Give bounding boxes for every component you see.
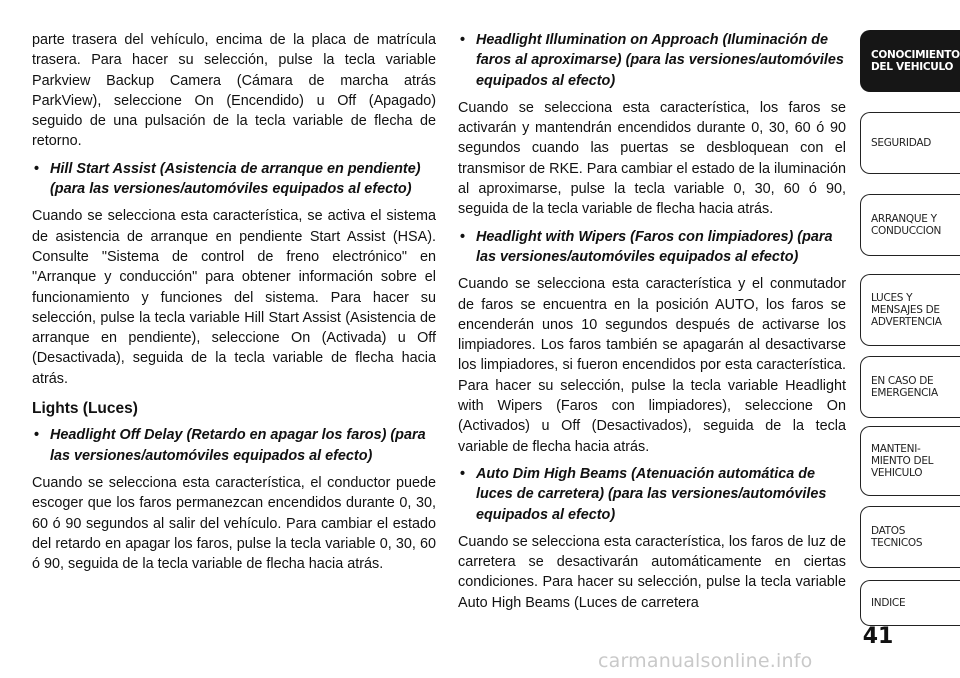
illumination-approach-title: • Headlight Illumination on Approach (Iluminación de faros al aproximarse) (para las versiones/automóviles equipados al efecto) <box>458 30 846 91</box>
headlight-wipers-title: • Headlight with Wipers (Faros con limpiadores) (para las versiones/automóviles equipados al efecto) <box>458 227 846 268</box>
headlight-off-delay-body: Cuando se selecciona esta característica, el conductor puede escoger que los faros permanezcan encendidos durante 0, 30, 60 ó 90 segundos al salir del vehículo. Para cambiar el estado del retardo en apagar los faros, pulse la tecla variable 0, 30, 60 ó 90, seguida de la tecla variable de flecha hacia atrás. <box>32 474 436 573</box>
hill-start-title: • Hill Start Assist (Asistencia de arranque en pendiente) (para las versiones/automóviles equipados al efecto) <box>32 159 436 200</box>
chapter-tabs <box>860 30 960 630</box>
tab-seguridad[interactable]: SEGURIDAD <box>860 112 960 174</box>
auto-dim-title: • Auto Dim High Beams (Atenuación automática de luces de carretera) (para las versiones/automóviles equipados al efecto) <box>458 464 846 525</box>
page-number: 41 <box>862 624 894 649</box>
tab-arranque[interactable]: ARRANQUE Y CONDUCCION <box>860 194 960 256</box>
watermark: carmanualsonline.info <box>598 650 813 672</box>
headlight-wipers-body: Cuando se selecciona esta característica y el conmutador de faros se encuentra en la posición AUTO, los faros se encenderán unos 10 segundos después de activarse los limpiadores. Los faros también se apagarán al desactivarse los limpiadores, si fueron encendidos por esta característica. Para hacer su selección, pulse la tecla variable Headlight with Wipers (Faros con limpiadores), seleccione On (Activados) u Off (Desactivados), seguida de la tecla variable de flecha hacia atrás. <box>458 276 846 455</box>
tab-conocimiento[interactable]: CONOCIMIENTO DEL VEHICULO <box>860 30 960 92</box>
left-column <box>32 30 436 581</box>
headlight-off-delay-title: • Headlight Off Delay (Retardo en apagar los faros) (para las versiones/automóviles equipados al efecto) <box>32 425 436 466</box>
lights-heading: Lights (Luces) <box>32 400 138 418</box>
tab-luces[interactable]: LUCES Y MENSAJES DE ADVERTENCIA <box>860 274 960 346</box>
tab-mantenimiento[interactable]: MANTENI- MIENTO DEL VEHICULO <box>860 426 960 496</box>
intro-paragraph: parte trasera del vehículo, encima de la placa de matrícula trasera. Para hacer su selección, pulse la tecla variable Parkview Backup Camera (Cámara de marcha atrás ParkView), seleccione On (Encendido) u Off (Apagado) seguido de una pulsación de la tecla variable de flecha de retorno. <box>32 32 436 150</box>
tab-indice[interactable]: INDICE <box>860 580 960 626</box>
auto-dim-body: Cuando se selecciona esta característica, los faros de luz de carretera se desactivarán automáticamente en ciertas condiciones. Para hacer su selección, pulse la tecla variable Auto High Beams (Luces de carretera <box>458 533 846 611</box>
tab-datos[interactable]: DATOS TECNICOS <box>860 506 960 568</box>
right-column <box>458 30 846 620</box>
hill-start-body: Cuando se selecciona esta característica, se activa el sistema de asistencia de arranque en pendiente Start Assist (HSA). Consulte "Sistema de control de freno electrónico" en "Arranque y conducción" para obtener información sobre el funcionamiento y funciones del sistema. Para hacer su selección, pulse la tecla variable Hill Start Assist (Asistencia de arranque en pendiente), seleccione On (Activada) u Off (Desactivada), seguida de la tecla variable de flecha hacia atrás. <box>32 208 436 387</box>
tab-emergencia[interactable]: EN CASO DE EMERGENCIA <box>860 356 960 418</box>
illumination-approach-body: Cuando se selecciona esta característica, los faros se activarán y mantendrán encendidos durante 0, 30, 60 ó 90 segundos cuando las puertas se desbloquean con el transmisor de RKE. Para cambiar el estado de la iluminación al aproximarse, pulse la tecla variable 0, 30, 60 ó 90, seguida de la tecla variable de flecha hacia atrás. <box>458 99 846 218</box>
